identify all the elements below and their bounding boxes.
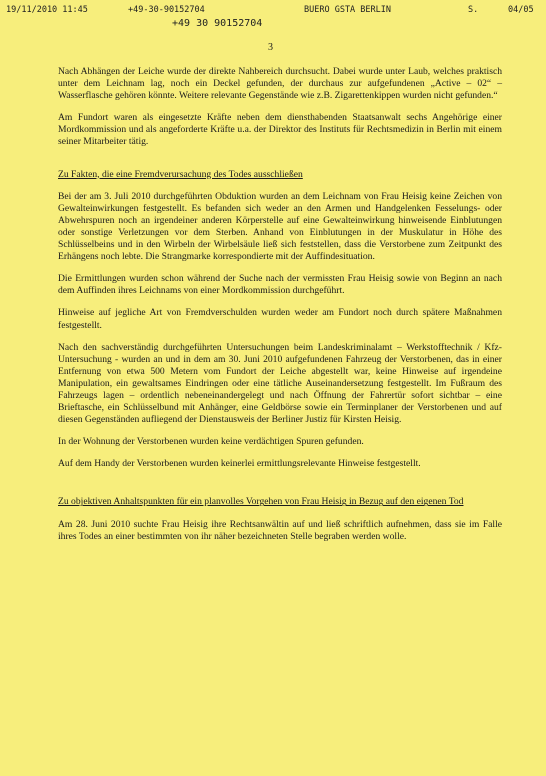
fax-datetime: 19/11/2010 11:45	[6, 5, 88, 15]
fax-number-line2: +49 30 90152704	[172, 18, 263, 29]
paragraph: Bei der am 3. Juli 2010 durchgeführten Obduktion wurden an dem Leichnam von Frau Heisig keine Zeichen von Gewalteinwirkungen festgestellt. Es befanden sich weder an den Armen und Handgelenken Fesselungs- oder Abwehrspuren noch an irgendeiner anderen Körperstelle auf eine Gewalteinwirkung hinweisende Einblutungen oder sonstige Verletzungen vor dem Sterben. Anhand von Einblutungen in der Muskulatur in Höhe des Schlüsselbeins und in den Wirbeln der Wirbelsäule ließ sich feststellen, dass die Verstorbene zum Zeitpunkt des Erhängens noch lebte. Die Strangmarke korrespondierte mit der Auffindesituation.	[58, 190, 502, 263]
section-heading: Zu Fakten, die eine Fremdverursachung des Todes ausschließen	[58, 168, 303, 180]
fax-number: +49-30-90152704	[128, 5, 205, 15]
paragraph: Auf dem Handy der Verstorbenen wurden keinerlei ermittlungsrelevante Hinweise festgestellt.	[58, 458, 421, 470]
page-number: 3	[268, 42, 273, 53]
paragraph: Am Fundort waren als eingesetzte Kräfte neben dem diensthabenden Staatsanwalt sechs Angehörige einer Mordkommission und als angeforderte Kräfte u.a. der Direktor des Instituts für Rechtsmedizin in Berlin mit einem seiner Mitarbeiter tätig.	[58, 112, 502, 148]
fax-sender: BUERO GSTA BERLIN	[304, 5, 391, 15]
paragraph: Die Ermittlungen wurden schon während der Suche nach der vermissten Frau Heisig sowie von Beginn an nach dem Auffinden ihres Leichnams von einer Mordkommission durchgeführt.	[58, 273, 502, 297]
section-heading: Zu objektiven Anhaltspunkten für ein planvolles Vorgehen von Frau Heisig in Bezug auf den eigenen Tod	[58, 496, 464, 508]
paragraph: Hinweise auf jegliche Art von Fremdverschulden wurden weder am Fundort noch durch spätere Maßnahmen festgestellt.	[58, 307, 502, 331]
fax-page-count: 04/05	[508, 5, 534, 15]
document-body	[58, 66, 502, 553]
paragraph: In der Wohnung der Verstorbenen wurden keine verdächtigen Spuren gefunden.	[58, 436, 364, 448]
fax-page-label: S.	[468, 5, 479, 15]
fax-header	[0, 4, 546, 16]
paragraph: Nach Abhängen der Leiche wurde der direkte Nahbereich durchsucht. Dabei wurde unter Laub, welches praktisch unter dem Leichnam lag, noch ein Deckel gefunden, der durchaus zur aufgefundenen „Active – 02“ – Wasserflasche gehören könnte. Weitere relevante Gegenstände wie z.B. Zigarettenkippen wurden nicht gefunden.“	[58, 66, 502, 102]
paragraph: Am 28. Juni 2010 suchte Frau Heisig ihre Rechtsanwältin auf und ließ schriftlich aufnehmen, dass sie im Falle ihres Todes an einer bestimmten von ihr näher bezeichneten Stelle begraben werden wolle.	[58, 518, 502, 542]
paragraph: Nach den sachverständig durchgeführten Untersuchungen beim Landeskriminalamt – Werkstofftechnik / Kfz-Untersuchung - wurden an und in dem am 30. Juni 2010 aufgefundenen Fahrzeug der Verstorbenen, das in einer Entfernung von etwa 500 Metern vom Fundort der Leiche abgestellt war, keine Hinweise auf irgendeine Manipulation, ein gewaltsames Eindringen oder eine tätliche Auseinandersetzung festgestellt. Im Fußraum des Fahrzeugs lagen – ordentlich nebeneinandergelegt und nach Öffnung der Fahrertür sofort sichtbar – eine Brieftasche, ein Schlüsselbund mit Anhänger, eine Geldbörse sowie ein Terminplaner der Verstorbenen und auf diesen Gegenständen aufliegend der Dienstausweis der Berliner Justiz für Kirsten Heisig.	[58, 341, 502, 426]
